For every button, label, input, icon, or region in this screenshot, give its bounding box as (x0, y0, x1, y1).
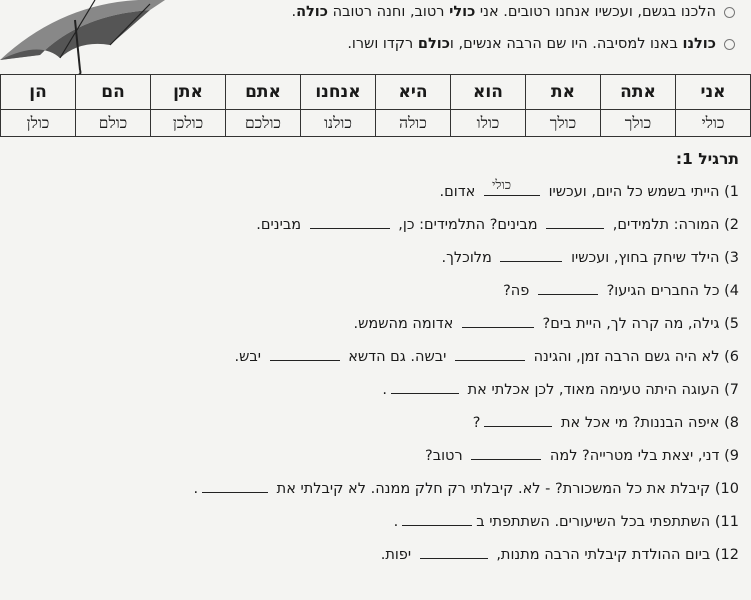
pronoun-cell: היא (376, 75, 451, 110)
form-cell: כולו (451, 110, 526, 137)
example-sentence: הלכנו בגשם, ועכשיו אנחנו רטובים. אני כולי רטוב, וחנה רטובה כולה. (291, 4, 735, 20)
form-cell: כולנו (301, 110, 376, 137)
exercise-item: 5) גילה, מה קרה לך, היית בים? אדומה מהשמש. (354, 313, 740, 332)
answer-blank[interactable] (402, 511, 472, 526)
answer-blank[interactable] (202, 478, 268, 493)
form-cell: כולך (526, 110, 601, 137)
answer-blank[interactable] (270, 346, 340, 361)
form-cell: כולם (76, 110, 151, 137)
pronoun-cell: אני (676, 75, 751, 110)
form-row (1, 110, 751, 137)
exercise-item: 9) דני, יצאת בלי מטרייה? למה רטוב? (425, 445, 739, 464)
answer-blank[interactable] (391, 379, 459, 394)
exercise-item: 8) איפה הבננות? מי אכל את ? (473, 412, 739, 431)
umbrella-illustration (0, 0, 170, 75)
answer-blank[interactable] (462, 313, 534, 328)
exercise-item: 6) לא היה גשם הרבה זמן, והגינה יבשה. גם הדשא יבש. (234, 346, 739, 365)
answer-blank[interactable] (310, 214, 390, 229)
pronoun-cell: הוא (451, 75, 526, 110)
pronoun-cell: הן (1, 75, 76, 110)
form-cell: כולי (676, 110, 751, 137)
handwritten-answer: כולי (491, 178, 512, 193)
pronoun-cell: אתן (151, 75, 226, 110)
exercise-item: 1) הייתי בשמש כל היום, ועכשיו כולי אדום. (439, 178, 739, 200)
form-cell: כולן (1, 110, 76, 137)
example-bold-word: כולם (417, 36, 450, 52)
pronoun-cell: אתה (601, 75, 676, 110)
example-bold-word: כולי (449, 4, 476, 20)
answer-blank[interactable] (420, 544, 488, 559)
answer-blank[interactable] (546, 214, 604, 229)
exercise-item: 11) השתתפתי בכל השיעורים. השתתפתי ב. (394, 511, 739, 530)
pronoun-table (0, 74, 751, 137)
pronoun-row (1, 75, 751, 110)
form-cell: כולכם (226, 110, 301, 137)
form-cell: כולך (601, 110, 676, 137)
pronoun-cell: הם (76, 75, 151, 110)
answer-blank[interactable] (484, 178, 540, 196)
exercise-item: 7) העוגה היתה טעימה מאוד, לכן אכלתי את . (382, 379, 739, 398)
answer-blank[interactable] (500, 247, 562, 262)
exercise-item: 4) כל החברים הגיעו? פה? (503, 280, 739, 299)
answer-blank[interactable] (484, 412, 552, 427)
example-sentence: כולנו באנו למסיבה. היו שם הרבה אנשים, וכולם רקדו ושרו. (347, 36, 735, 52)
exercise-item: 3) הילד שיחק בחוץ, ועכשיו מלוכלך. (442, 247, 739, 266)
exercise-item: 2) המורה: תלמידים, מבינים? התלמידים: כן, מבינים. (256, 214, 739, 233)
pronoun-cell: אנחנו (301, 75, 376, 110)
exercise-item: 10) קיבלת את כל המשכורת? - לא. קיבלתי רק חלק ממנה. לא קיבלתי את . (193, 478, 739, 497)
form-cell: כולכן (151, 110, 226, 137)
form-cell: כולה (376, 110, 451, 137)
answer-blank[interactable] (455, 346, 525, 361)
bullet-icon (724, 7, 735, 18)
bullet-icon (724, 39, 735, 50)
pronoun-cell: אתם (226, 75, 301, 110)
example-bold-word: כולנו (682, 36, 716, 52)
pronoun-cell: את (526, 75, 601, 110)
example-bold-word: כולה (296, 4, 329, 20)
answer-blank[interactable] (471, 445, 541, 460)
answer-blank[interactable] (538, 280, 598, 295)
exercise-item: 12) ביום ההולדת קיבלתי הרבה מתנות, יפות. (381, 544, 739, 563)
exercise-title: תרגיל 1: (675, 150, 739, 168)
